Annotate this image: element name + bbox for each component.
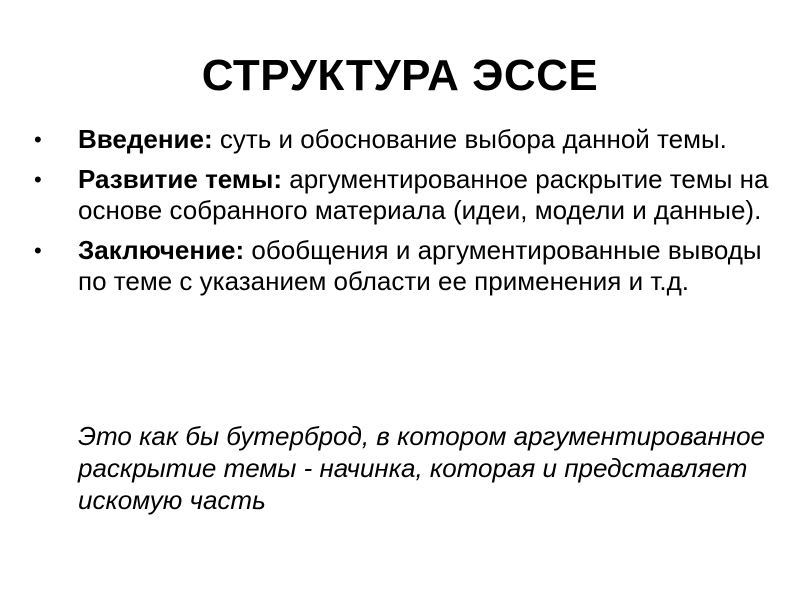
- bullet-text: суть и обоснование выбора данной темы.: [212, 124, 727, 154]
- bullet-development: [0, 164, 800, 226]
- bullet-dot-icon: •: [34, 167, 42, 192]
- bullet-introduction: [0, 124, 800, 155]
- bullet-text: обобщения и аргументированные выводы по теме с указанием области ее применения и т.д.: [78, 235, 762, 296]
- sandwich-note: Это как бы бутерброд, в котором аргументированное раскрытие темы - начинка, которая и представляет искомую часть: [78, 421, 765, 515]
- slide-title: СТРУКТУРА ЭССЕ: [201, 51, 599, 100]
- bullet-label: Заключение:: [78, 235, 245, 265]
- bullet-dot-icon: •: [34, 127, 42, 152]
- bullet-list: [0, 124, 800, 306]
- bullet-text: аргументированное раскрытие темы на основе собранного материала (идеи, модели и данные).: [78, 164, 769, 225]
- bullet-label: Введение:: [78, 124, 213, 154]
- bullet-label: Развитие темы:: [78, 164, 283, 194]
- bullet-conclusion: [0, 235, 800, 297]
- bullet-dot-icon: •: [34, 238, 42, 263]
